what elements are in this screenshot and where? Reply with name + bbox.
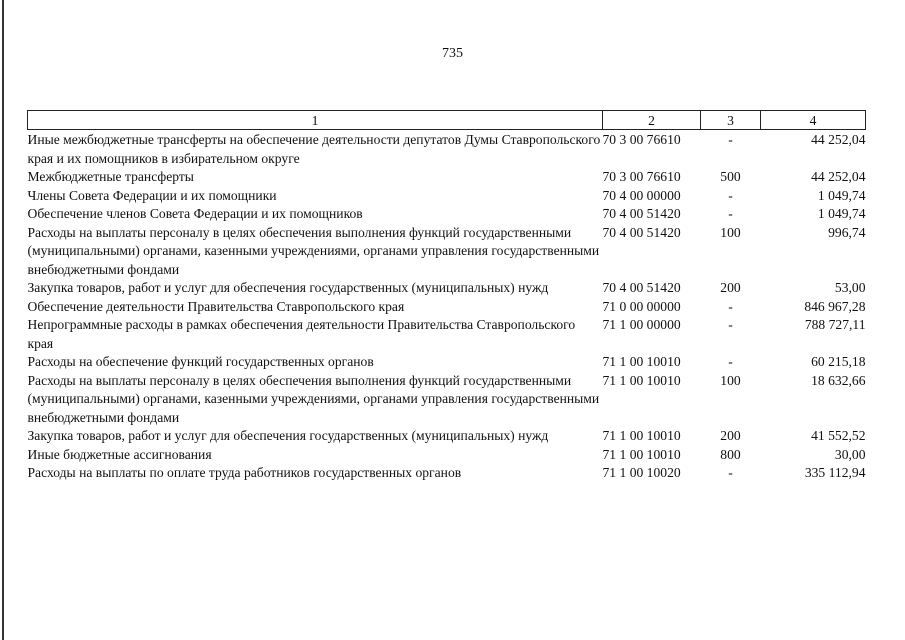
row-amount: 18 632,66 [811, 372, 866, 388]
page-number: 735 [442, 46, 463, 61]
row-code: 71 1 00 10010 [602, 446, 681, 462]
row-name: Закупка товаров, работ и услуг для обеспечения государственных (муниципальных) нужд [27, 428, 549, 443]
row-code: 70 3 00 76610 [602, 169, 681, 184]
row-type: - [728, 317, 733, 332]
row-code: 71 0 00 00000 [602, 298, 681, 314]
row-code: 70 4 00 51420 [602, 280, 681, 295]
row-type: - [728, 354, 733, 369]
row-type: 200 [720, 428, 741, 443]
row-name: Расходы на выплаты персоналу в целях обеспечения выполнения функций государственными (муниципальными) органами, казенными учреждениями, органами управления государственными внебюджетными фондами [27, 224, 600, 277]
row-amount: 335 112,94 [804, 465, 866, 480]
row-amount: 788 727,11 [804, 317, 866, 332]
row-name: Обеспечение деятельности Правительства Ставропольского края [27, 298, 405, 314]
table-row [28, 205, 866, 224]
table-row [28, 353, 866, 372]
table-row [28, 168, 866, 187]
row-code: 71 1 00 10010 [602, 372, 681, 388]
row-type: 100 [720, 224, 741, 240]
row-code: 71 1 00 10010 [602, 354, 681, 369]
table-row [28, 427, 866, 446]
row-type: - [728, 465, 733, 480]
row-amount: 60 215,18 [811, 354, 866, 369]
row-code: 70 4 00 51420 [602, 206, 681, 221]
header-col-1: 1 [28, 111, 603, 130]
table-row [28, 187, 866, 206]
row-name: Иные бюджетные ассигнования [27, 446, 212, 462]
row-code: 70 4 00 00000 [602, 187, 681, 203]
budget-table [27, 110, 866, 483]
row-type: - [728, 132, 733, 147]
row-name: Члены Совета Федерации и их помощники [27, 187, 277, 203]
row-type: - [728, 206, 733, 221]
row-name: Иные межбюджетные трансферты на обеспечение деятельности депутатов Думы Ставропольского края и их помощников в избирательном округе [27, 132, 601, 166]
row-code: 70 3 00 76610 [602, 132, 681, 147]
row-name: Закупка товаров, работ и услуг для обеспечения государственных (муниципальных) нужд [27, 280, 549, 295]
table-row [28, 372, 866, 428]
page-left-edge [2, 0, 4, 640]
row-type: - [728, 187, 733, 203]
table-row [28, 130, 866, 169]
row-type: - [728, 298, 733, 314]
header-col-4: 4 [761, 111, 866, 130]
row-code: 71 1 00 10010 [602, 428, 681, 443]
row-amount: 41 552,52 [811, 428, 866, 443]
row-name: Расходы на выплаты по оплате труда работников государственных органов [27, 465, 462, 480]
row-type: 200 [720, 280, 741, 295]
row-type: 100 [720, 372, 741, 388]
table-row [28, 446, 866, 465]
row-name: Расходы на выплаты персоналу в целях обеспечения выполнения функций государственными (муниципальными) органами, казенными учреждениями, органами управления государственными внебюджетными фондами [27, 372, 600, 425]
row-type: 800 [720, 446, 741, 462]
row-name: Межбюджетные трансферты [27, 169, 194, 184]
table-row [28, 224, 866, 280]
row-code: 71 1 00 00000 [602, 317, 681, 332]
table-row [28, 279, 866, 298]
row-amount: 44 252,04 [811, 132, 866, 147]
row-amount: 1 049,74 [817, 206, 866, 221]
header-col-3: 3 [701, 111, 761, 130]
row-name: Расходы на обеспечение функций государственных органов [27, 354, 374, 369]
row-amount: 1 049,74 [817, 187, 866, 203]
row-name: Непрограммные расходы в рамках обеспечения деятельности Правительства Ставропольского края [27, 317, 576, 351]
row-amount: 44 252,04 [811, 169, 866, 184]
table-header-row [28, 111, 866, 130]
table-body [28, 130, 866, 483]
row-code: 70 4 00 51420 [602, 224, 681, 240]
row-amount: 30,00 [834, 446, 866, 462]
row-amount: 53,00 [834, 280, 866, 295]
table-row [28, 464, 866, 483]
row-name: Обеспечение членов Совета Федерации и их помощников [27, 206, 363, 221]
table-row [28, 298, 866, 317]
row-type: 500 [720, 169, 741, 184]
row-amount: 846 967,28 [804, 298, 866, 314]
header-col-2: 2 [603, 111, 701, 130]
row-code: 71 1 00 10020 [602, 465, 681, 480]
row-amount: 996,74 [828, 224, 866, 240]
table-row [28, 316, 866, 353]
